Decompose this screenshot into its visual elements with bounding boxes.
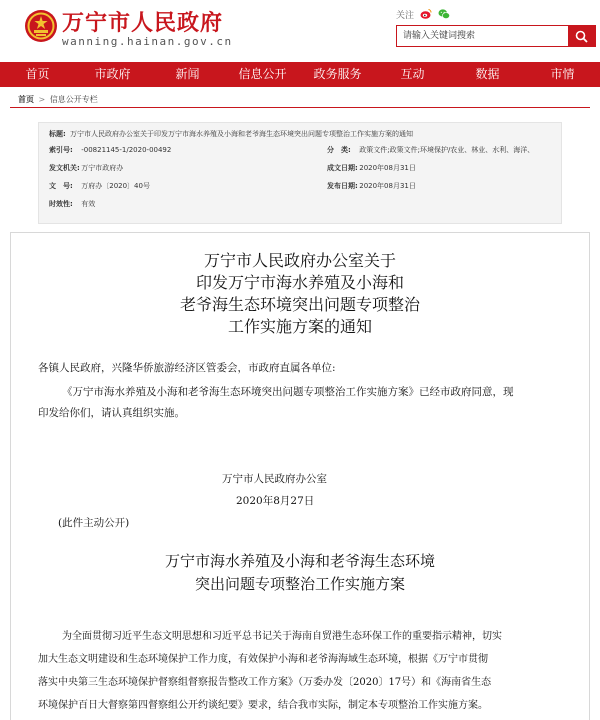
plan-body-line: 为全面贯彻习近平生态文明思想和习近平总书记关于海南自贸港生态环保工作的重要指示精神，切实 [62,631,502,642]
info-index-row [49,145,171,155]
weibo-icon[interactable] [420,8,432,20]
breadcrumb-divider [10,107,590,108]
search-button[interactable] [568,26,595,46]
document-title-line: 老爷海生态环境突出问题专项整治 [179,295,420,314]
plan-title-line: 突出问题专项整治工作实施方案 [194,575,405,593]
info-validity-row [49,199,95,209]
info-validity-label: 时效性: [49,200,73,208]
info-docno-label: 文 号: [49,182,73,190]
social-label: 关注 [396,10,415,21]
info-published-row [327,181,416,191]
nav-item-city-info[interactable]: 市情 [550,67,575,81]
info-issuer-label: 发文机关: [49,164,80,172]
public-note: (此件主动公开) [58,517,130,529]
national-emblem-icon[interactable] [24,9,58,43]
wechat-icon[interactable] [438,8,450,20]
signature-org: 万宁市人民政府办公室 [222,473,327,485]
nav-item-data[interactable]: 数据 [475,67,500,81]
plan-body-line: 加大生态文明建设和生态环境保护工作力度，有效保护小海和老爷海海域生态环境，根据《万宁市贯彻 [38,654,488,665]
plan-title-line: 万宁市海水养殖及小海和老爷海生态环境 [164,552,435,570]
info-category-value: 政策文件;政策文件;环境保护/农业、林业、水利、海洋、 [359,146,535,154]
info-published-label: 发布日期: [327,182,358,190]
info-published-value: 2020年08月31日 [359,182,416,190]
nav-item-home[interactable]: 首页 [25,67,50,81]
info-title-value: 万宁市人民政府办公室关于印发万宁市海水养殖及小海和老爷海生态环境突出问题专项整治工作实施方案的通知 [70,130,414,138]
site-title[interactable]: 万宁市人民政府 [62,10,224,36]
plan-body-line: 落实中央第三生态环境保护督察组督察报告整改工作方案》（万委办发〔2020〕17号）和《海南省生态 [38,677,492,688]
info-title-label: 标题: [49,130,66,138]
nav-item-gov-services[interactable]: 政务服务 [313,67,362,81]
document-title-line: 万宁市人民政府办公室关于 [203,251,396,270]
info-created-value: 2020年08月31日 [359,164,416,172]
site-header [0,0,600,62]
nav-item-info-disclosure[interactable]: 信息公开 [238,67,287,81]
info-category-row [327,145,534,155]
breadcrumb [18,94,98,105]
site-url: wanning.hainan.gov.cn [62,35,233,48]
breadcrumb-current[interactable]: 信息公开专栏 [49,95,98,104]
info-validity-value: 有效 [81,200,96,208]
breadcrumb-separator: > [38,95,46,104]
search-icon [575,30,588,43]
document-body-line: 《万宁市海水养殖及小海和老爷海生态环境突出问题专项整治工作实施方案》已经市政府同意，现 [62,386,514,398]
main-nav [0,62,600,87]
info-docno-value: 万府办〔2020〕40号 [81,182,150,190]
social-links [396,7,456,21]
nav-item-news[interactable]: 新闻 [175,67,200,81]
document-title-line: 工作实施方案的通知 [227,317,372,336]
info-index-label: 索引号: [49,146,73,154]
info-category-label: 分 类: [327,146,351,154]
info-created-label: 成文日期: [327,164,358,172]
nav-item-interaction[interactable]: 互动 [400,67,425,81]
info-issuer-row [49,163,123,173]
info-docno-row [49,181,150,191]
info-index-value: -00821145-1/2020-00492 [81,146,172,154]
plan-body-line: 环境保护百日大督察第四督察组公开约谈纪要》要求，结合我市实际，制定本专项整治工作实施方案。 [38,700,488,711]
info-title-row [49,129,413,139]
document-body-line: 印发给你们，请认真组织实施。 [38,407,185,419]
document-info-table [38,122,562,224]
search-box [396,25,596,47]
info-issuer-value: 万宁市政府办 [81,164,124,172]
search-input[interactable] [397,26,569,46]
document-addressee: 各镇人民政府，兴隆华侨旅游经济区管委会，市政府直属各单位: [38,362,336,374]
nav-item-government[interactable]: 市政府 [94,67,131,81]
info-created-row [327,163,416,173]
signature-date: 2020年8月27日 [236,495,315,507]
document-title-line: 印发万宁市海水养殖及小海和 [195,273,404,292]
breadcrumb-home[interactable]: 首页 [18,95,34,104]
